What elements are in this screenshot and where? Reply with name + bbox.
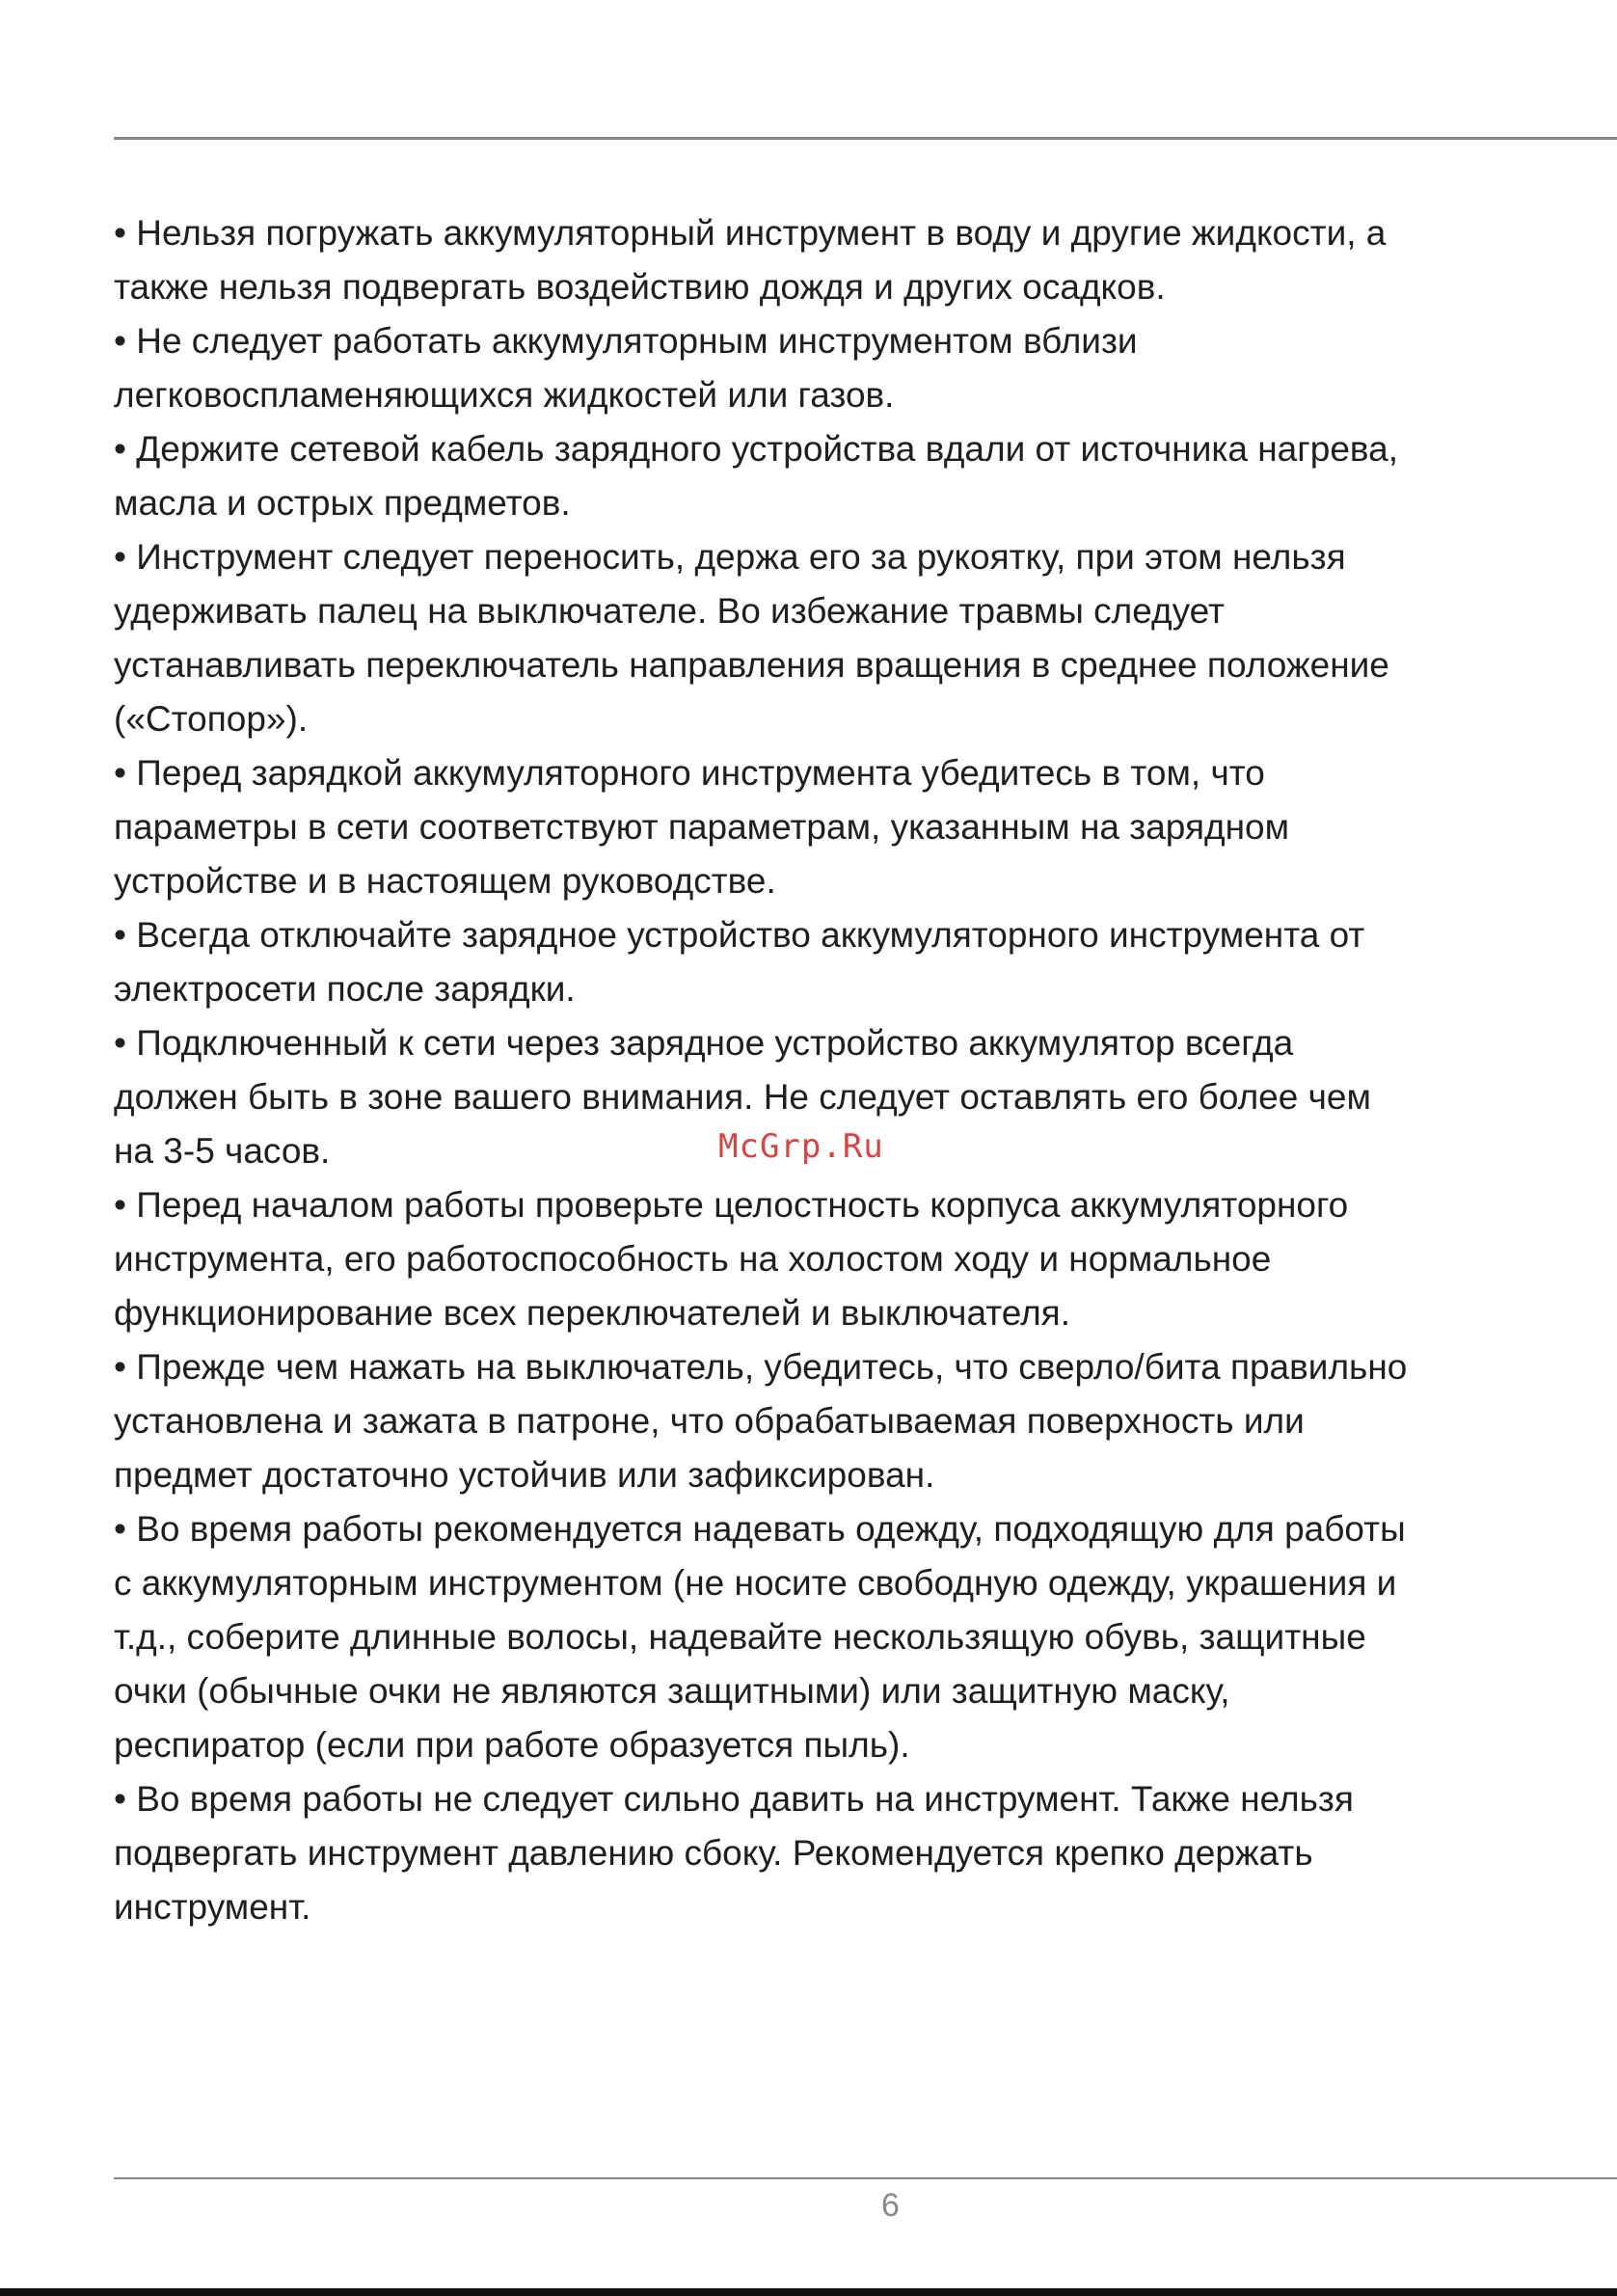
- instruction-item: [114, 1178, 1541, 1340]
- instruction-line: инструмента, его работоспособность на холостом ходу и нормальное: [114, 1239, 1272, 1279]
- instruction-item: [114, 314, 1541, 422]
- page-number: 6: [881, 2187, 900, 2224]
- instruction-line: устройстве и в настоящем руководстве.: [114, 861, 776, 901]
- instruction-line: • Не следует работать аккумуляторным инструментом вблизи: [114, 321, 1138, 361]
- instruction-item: [114, 908, 1541, 1016]
- instruction-item: [114, 1502, 1541, 1772]
- instruction-line: масла и острых предметов.: [114, 483, 571, 523]
- instruction-line: инструмент.: [114, 1887, 311, 1927]
- instruction-line: установлена и зажата в патроне, что обрабатываемая поверхность или: [114, 1401, 1305, 1441]
- instruction-item: [114, 530, 1541, 746]
- instruction-line: электросети после зарядки.: [114, 969, 576, 1009]
- instruction-line: с аккумуляторным инструментом (не носите свободную одежду, украшения и: [114, 1563, 1397, 1603]
- instruction-item: [114, 422, 1541, 530]
- instruction-line: легковоспламеняющихся жидкостей или газов.: [114, 375, 895, 415]
- instruction-line: («Стопор»).: [114, 699, 309, 739]
- instruction-line: • Всегда отключайте зарядное устройство аккумуляторного инструмента от: [114, 915, 1365, 955]
- header-divider: [114, 137, 1617, 140]
- watermark: McGrp.Ru: [718, 1127, 884, 1166]
- instruction-line: должен быть в зоне вашего внимания. Не следует оставлять его более чем: [114, 1077, 1371, 1117]
- instruction-line: • Во время работы рекомендуется надевать одежду, подходящую для работы: [114, 1509, 1406, 1549]
- instruction-line: • Перед началом работы проверьте целостность корпуса аккумуляторного: [114, 1185, 1349, 1225]
- instruction-line: • Держите сетевой кабель зарядного устройства вдали от источника нагрева,: [114, 429, 1398, 469]
- instruction-line: • Прежде чем нажать на выключатель, убедитесь, что сверло/бита правильно: [114, 1347, 1408, 1387]
- instruction-item: [114, 206, 1541, 314]
- instruction-line: также нельзя подвергать воздействию дождя и других осадков.: [114, 267, 1166, 307]
- instruction-line: • Подключенный к сети через зарядное устройство аккумулятор всегда: [114, 1023, 1294, 1063]
- instruction-line: устанавливать переключатель направления вращения в среднее положение: [114, 645, 1389, 685]
- instruction-item: [114, 1340, 1541, 1502]
- instruction-line: т.д., соберите длинные волосы, надевайте нескользящую обувь, защитные: [114, 1617, 1366, 1657]
- safety-instructions-list: [114, 206, 1541, 1934]
- instruction-line: респиратор (если при работе образуется пыль).: [114, 1725, 910, 1765]
- instruction-line: параметры в сети соответствуют параметрам, указанным на зарядном: [114, 807, 1290, 847]
- instruction-line: • Во время работы не следует сильно давить на инструмент. Также нельзя: [114, 1779, 1354, 1819]
- instruction-line: предмет достаточно устойчив или зафиксирован.: [114, 1455, 935, 1495]
- instruction-line: подвергать инструмент давлению сбоку. Рекомендуется крепко держать: [114, 1833, 1313, 1873]
- instruction-line: • Нельзя погружать аккумуляторный инструмент в воду и другие жидкости, а: [114, 213, 1387, 253]
- instruction-line: • Перед зарядкой аккумуляторного инструмента убедитесь в том, что: [114, 753, 1265, 793]
- instruction-line: на 3-5 часов.: [114, 1131, 331, 1171]
- instruction-line: удерживать палец на выключателе. Во избежание травмы следует: [114, 591, 1225, 631]
- instruction-line: • Инструмент следует переносить, держа его за рукоятку, при этом нельзя: [114, 537, 1346, 577]
- footer-divider: [114, 2177, 1617, 2179]
- instruction-item: [114, 1772, 1541, 1934]
- instruction-line: функционирование всех переключателей и выключателя.: [114, 1293, 1070, 1333]
- page-bottom-edge: [0, 2288, 1617, 2296]
- instruction-line: очки (обычные очки не являются защитными) или защитную маску,: [114, 1671, 1230, 1711]
- instruction-item: [114, 746, 1541, 908]
